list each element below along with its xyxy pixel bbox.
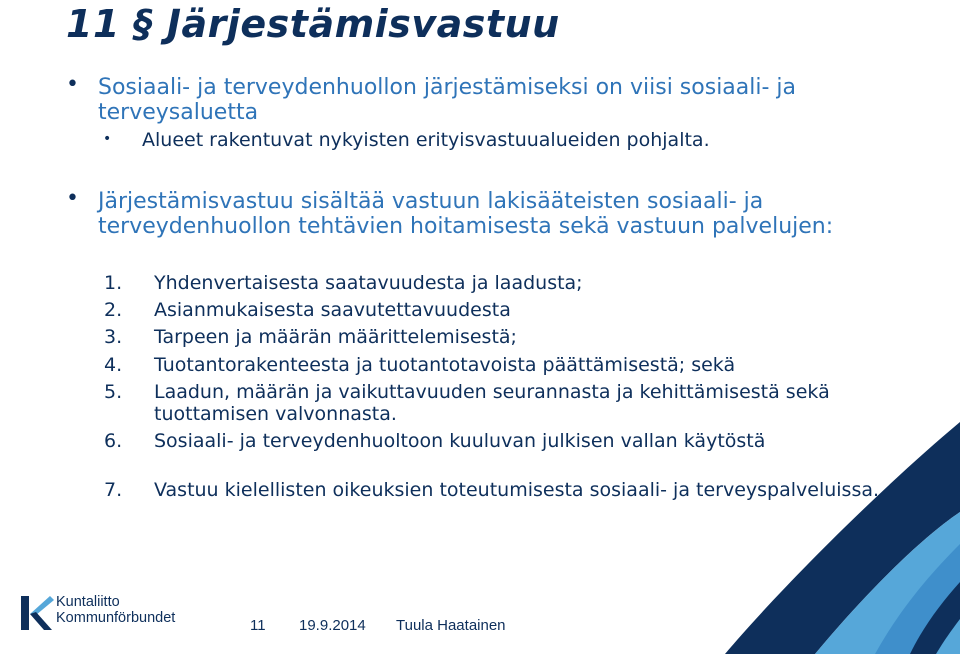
list-item-number: 3. — [104, 326, 123, 348]
list-item — [104, 299, 884, 321]
list-item-text: Tuotantorakenteesta ja tuotantotavoista päättämisestä; sekä — [154, 354, 736, 376]
list-item-number: 5. — [104, 381, 123, 403]
list-item — [104, 381, 884, 425]
kuntaliitto-k-logo-icon — [20, 594, 54, 632]
list-item — [104, 354, 884, 376]
footer-date: 19.9.2014 — [299, 617, 366, 634]
list-item — [104, 479, 884, 501]
logo-line-1: Kuntaliitto — [56, 594, 120, 610]
footer-author: Tuula Haatainen — [396, 617, 506, 634]
list-item-text: Sosiaali- ja terveydenhuoltoon kuuluvan julkisen vallan käytöstä — [154, 430, 766, 452]
list-item — [104, 326, 884, 348]
list-item-number: 1. — [104, 272, 123, 294]
logo-line-2: Kommunförbundet — [56, 610, 176, 626]
list-item-text: Yhdenvertaisesta saatavuudesta ja laadusta; — [154, 272, 583, 294]
bullet-text: Järjestämisvastuu sisältää vastuun lakisääteisten sosiaali- ja terveydenhuollon tehtävien hoitamisesta sekä vastuun palvelujen: — [98, 189, 834, 239]
page-number: 11 — [250, 617, 266, 634]
list-item-text: Laadun, määrän ja vaikuttavuuden seurannasta ja kehittämisestä sekä tuottamisen valvonnasta. — [154, 381, 830, 425]
bullet-text: Sosiaali- ja terveydenhuollon järjestämiseksi on viisi sosiaali- ja terveysaluetta — [98, 75, 797, 125]
list-item — [104, 430, 884, 452]
list-item-text: Asianmukaisesta saavutettavuudesta — [154, 299, 511, 321]
slide-title: 11 § Järjestämisvastuu — [66, 2, 560, 46]
list-item-text: Tarpeen ja määrän määrittelemisestä; — [154, 326, 517, 348]
bullet-marker: • — [66, 186, 79, 211]
list-item — [104, 272, 884, 294]
list-item-number: 7. — [104, 479, 123, 501]
list-item-number: 4. — [104, 354, 123, 376]
subbullet-text: Alueet rakentuvat nykyisten erityisvastuualueiden pohjalta. — [142, 129, 710, 151]
subbullet-marker: • — [103, 131, 112, 147]
list-item-number: 2. — [104, 299, 123, 321]
kuntaliitto-logo — [20, 592, 200, 634]
bullet-marker: • — [66, 72, 79, 97]
list-item-text: Vastuu kielellisten oikeuksien toteutumisesta sosiaali- ja terveyspalveluissa. — [154, 479, 880, 501]
list-item-number: 6. — [104, 430, 123, 452]
